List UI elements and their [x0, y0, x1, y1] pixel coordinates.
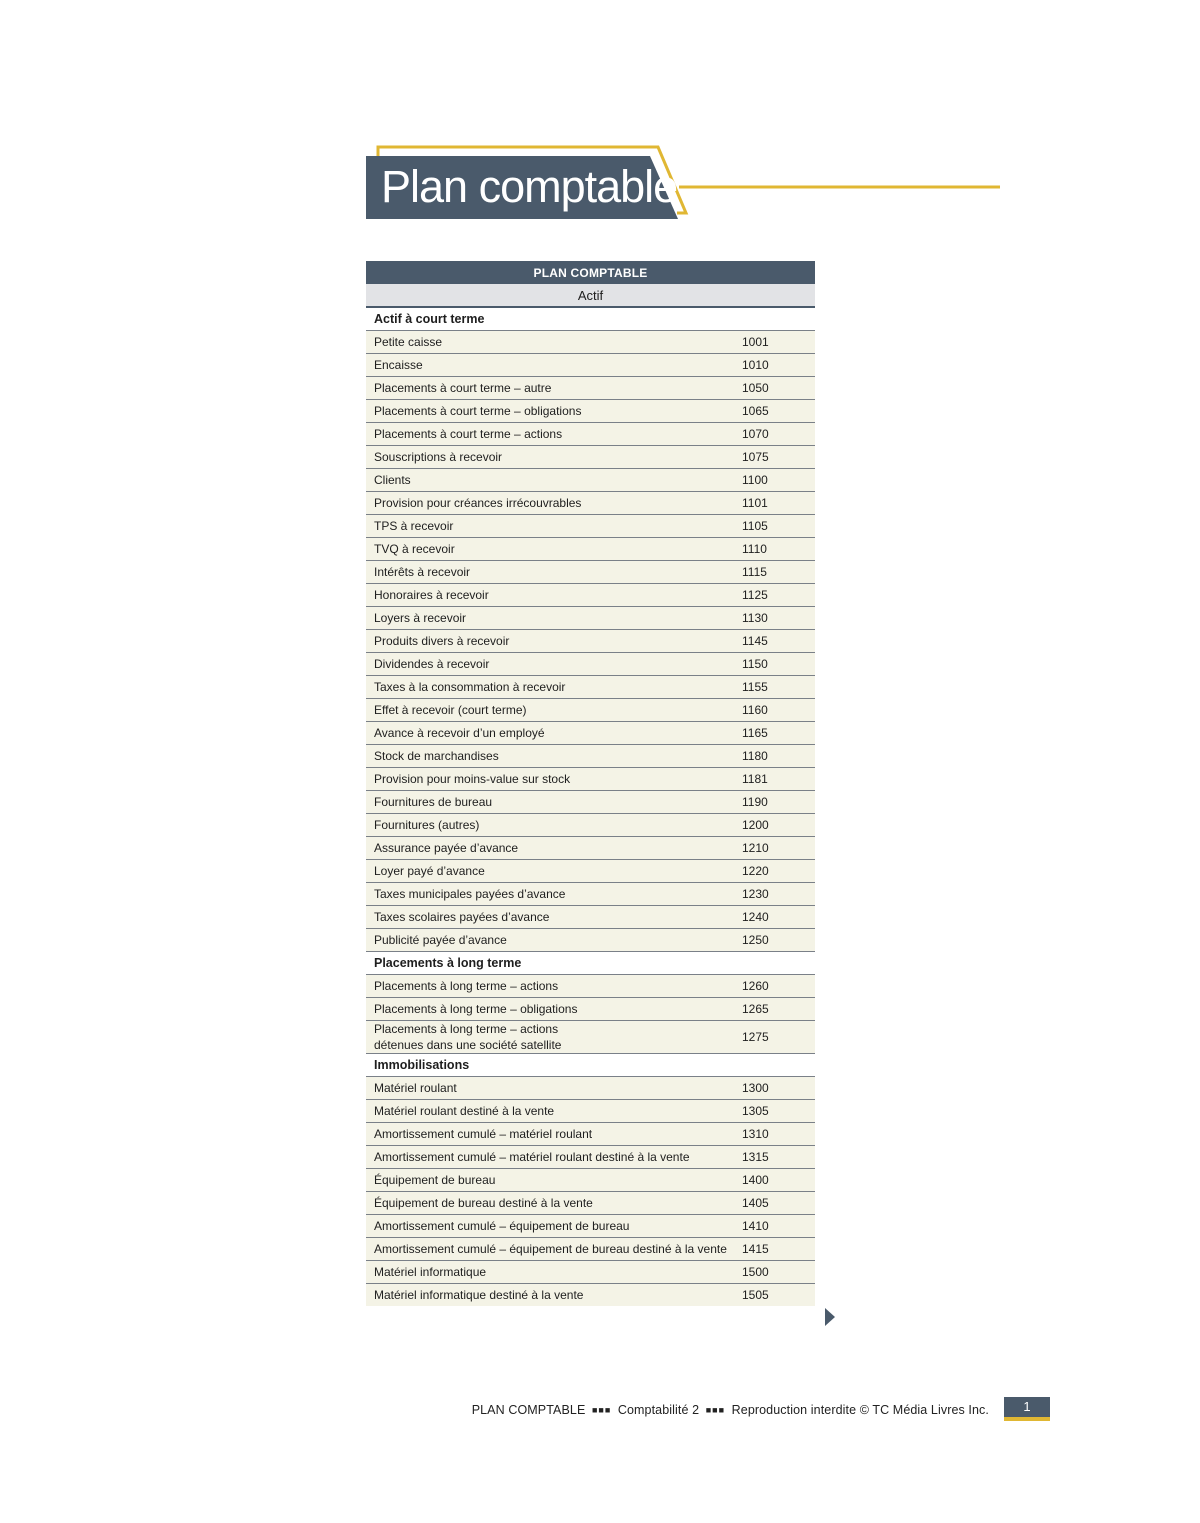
account-name-text: Amortissement cumulé – équipement de bureau destiné à la vente — [374, 1242, 727, 1256]
table-subheader-label: Actif — [366, 284, 815, 307]
account-code: 1310 — [738, 1123, 815, 1146]
account-name-text: Petite caisse — [374, 335, 443, 349]
section-heading — [366, 952, 815, 975]
account-code: 1250 — [738, 929, 815, 952]
section-title: Actif à court terme — [366, 307, 815, 331]
account-code: 1315 — [738, 1146, 815, 1169]
account-code: 1230 — [738, 883, 815, 906]
account-code: 1110 — [738, 538, 815, 561]
account-name-text: Produits divers à recevoir — [374, 634, 510, 648]
account-code: 1505 — [738, 1284, 815, 1307]
account-name — [366, 1169, 738, 1192]
account-code: 1305 — [738, 1100, 815, 1123]
table-row — [366, 515, 815, 538]
account-name-text: Taxes à la consommation à recevoir — [374, 680, 566, 694]
account-code: 1265 — [738, 998, 815, 1021]
chart-of-accounts-table — [366, 261, 815, 1306]
account-code: 1145 — [738, 630, 815, 653]
table-row — [366, 1169, 815, 1192]
account-code: 1240 — [738, 906, 815, 929]
table-row — [366, 653, 815, 676]
page-number-underline — [1004, 1417, 1050, 1421]
account-code: 1200 — [738, 814, 815, 837]
table-header-label: PLAN COMPTABLE — [366, 261, 815, 284]
account-name-text: Fournitures de bureau — [374, 795, 493, 809]
account-name — [366, 1146, 738, 1169]
table-row — [366, 768, 815, 791]
table-row — [366, 1146, 815, 1169]
account-name — [366, 584, 738, 607]
continue-arrow-icon — [824, 1308, 836, 1326]
table-row — [366, 607, 815, 630]
account-code: 1275 — [738, 1021, 815, 1054]
account-name-text: Encaisse — [374, 358, 423, 372]
account-name-text: Loyer payé d’avance — [374, 864, 485, 878]
table-row — [366, 860, 815, 883]
account-code: 1075 — [738, 446, 815, 469]
account-name-text: Intérêts à recevoir — [374, 565, 471, 579]
table-row — [366, 423, 815, 446]
account-name-text: Placements à court terme – actions — [374, 427, 563, 441]
table-row — [366, 1077, 815, 1100]
account-name-text: Provision pour moins-value sur stock — [374, 772, 571, 786]
table-row — [366, 1123, 815, 1146]
footer-book: Comptabilité 2 — [617, 1403, 700, 1417]
account-name — [366, 1192, 738, 1215]
account-name-text: Équipement de bureau destiné à la vente — [374, 1196, 593, 1210]
account-code: 1101 — [738, 492, 815, 515]
account-name — [366, 607, 738, 630]
section-heading — [366, 307, 815, 331]
account-name — [366, 1284, 738, 1307]
account-name-text: Amortissement cumulé – matériel roulant — [374, 1127, 593, 1141]
account-name-text: Amortissement cumulé – matériel roulant destiné à la vente — [374, 1150, 690, 1164]
account-name-text: Effet à recevoir (court terme) — [374, 703, 527, 717]
table-row — [366, 584, 815, 607]
account-code: 1210 — [738, 837, 815, 860]
table-row — [366, 998, 815, 1021]
account-code: 1410 — [738, 1215, 815, 1238]
footer-separator: ■■■ — [705, 1405, 726, 1415]
account-name-text: Souscriptions à recevoir — [374, 450, 503, 464]
table-row — [366, 699, 815, 722]
account-name — [366, 1100, 738, 1123]
account-name — [366, 998, 738, 1021]
table-row — [366, 883, 815, 906]
account-name-text: Clients — [374, 473, 411, 487]
account-name — [366, 423, 738, 446]
account-name — [366, 630, 738, 653]
table-row — [366, 630, 815, 653]
table-row — [366, 331, 815, 354]
table-row — [366, 1192, 815, 1215]
footer-title: PLAN COMPTABLE — [471, 1403, 586, 1417]
account-code: 1220 — [738, 860, 815, 883]
account-code: 1105 — [738, 515, 815, 538]
table-header — [366, 261, 815, 284]
account-name-text: Fournitures (autres) — [374, 818, 480, 832]
account-code: 1155 — [738, 676, 815, 699]
account-name-text: TVQ à recevoir — [374, 542, 455, 556]
account-name — [366, 492, 738, 515]
account-code: 1300 — [738, 1077, 815, 1100]
account-code: 1180 — [738, 745, 815, 768]
account-code: 1125 — [738, 584, 815, 607]
table-row — [366, 722, 815, 745]
account-name — [366, 699, 738, 722]
table-row — [366, 906, 815, 929]
account-name-text: Équipement de bureau — [374, 1173, 496, 1187]
table-row — [366, 561, 815, 584]
account-code: 1100 — [738, 469, 815, 492]
account-name-text: Matériel informatique destiné à la vente — [374, 1288, 584, 1302]
table-row — [366, 676, 815, 699]
account-name-text: Placements à long terme – actions — [374, 979, 559, 993]
table-row — [366, 446, 815, 469]
account-code: 1065 — [738, 400, 815, 423]
table-row — [366, 837, 815, 860]
account-name-text: Matériel roulant — [374, 1081, 457, 1095]
account-name-text: Honoraires à recevoir — [374, 588, 489, 602]
account-name — [366, 768, 738, 791]
table-row — [366, 377, 815, 400]
account-name — [366, 975, 738, 998]
account-name — [366, 837, 738, 860]
account-name — [366, 446, 738, 469]
table-subheader — [366, 284, 815, 307]
account-name — [366, 538, 738, 561]
account-code: 1181 — [738, 768, 815, 791]
table-row — [366, 538, 815, 561]
account-name-text: Taxes municipales payées d’avance — [374, 887, 566, 901]
account-name — [366, 561, 738, 584]
account-name — [366, 331, 738, 354]
account-name — [366, 1215, 738, 1238]
account-name — [366, 722, 738, 745]
account-name — [366, 860, 738, 883]
account-name-text: Stock de marchandises — [374, 749, 499, 763]
account-code: 1190 — [738, 791, 815, 814]
table-row — [366, 469, 815, 492]
account-name-text: Placements à long terme – obligations — [374, 1002, 578, 1016]
account-name — [366, 653, 738, 676]
account-code: 1010 — [738, 354, 815, 377]
section-title: Placements à long terme — [366, 952, 815, 975]
account-name-text: Matériel roulant destiné à la vente — [374, 1104, 555, 1118]
account-code: 1260 — [738, 975, 815, 998]
account-name — [366, 515, 738, 538]
account-name — [366, 814, 738, 837]
section-title: Immobilisations — [366, 1054, 815, 1077]
table-row — [366, 745, 815, 768]
section-heading — [366, 1054, 815, 1077]
account-name-text: Placements à court terme – obligations — [374, 404, 582, 418]
account-name-text: Dividendes à recevoir — [374, 657, 490, 671]
table-row — [366, 1284, 815, 1307]
footer-copyright: Reproduction interdite © TC Média Livres Inc. — [731, 1403, 989, 1417]
table-row — [366, 492, 815, 515]
account-name — [366, 906, 738, 929]
table-row — [366, 1021, 815, 1054]
account-code: 1160 — [738, 699, 815, 722]
account-name-text: Placements à long terme – actions — [374, 1022, 559, 1036]
account-name — [366, 1238, 738, 1261]
account-code: 1400 — [738, 1169, 815, 1192]
account-name — [366, 929, 738, 952]
page-title: Plan comptable — [381, 161, 678, 212]
table-row — [366, 791, 815, 814]
account-name-text: Loyers à recevoir — [374, 611, 467, 625]
account-code: 1050 — [738, 377, 815, 400]
account-name — [366, 883, 738, 906]
table-row — [366, 1215, 815, 1238]
account-name-text: Placements à court terme – autre — [374, 381, 552, 395]
account-name-text-line2: détenues dans une société satellite — [374, 1038, 562, 1052]
account-name — [366, 676, 738, 699]
account-code: 1130 — [738, 607, 815, 630]
table-row — [366, 1100, 815, 1123]
account-code: 1415 — [738, 1238, 815, 1261]
table-row — [366, 975, 815, 998]
account-name-text: Avance à recevoir d’un employé — [374, 726, 545, 740]
account-name — [366, 469, 738, 492]
table-row — [366, 814, 815, 837]
account-code: 1405 — [738, 1192, 815, 1215]
table-row — [366, 400, 815, 423]
account-name-text: TPS à recevoir — [374, 519, 454, 533]
account-name — [366, 400, 738, 423]
table-row — [366, 929, 815, 952]
account-name — [366, 1123, 738, 1146]
account-name-text: Publicité payée d’avance — [374, 933, 507, 947]
page-footer — [472, 1403, 989, 1417]
account-code: 1115 — [738, 561, 815, 584]
account-name-text: Assurance payée d’avance — [374, 841, 519, 855]
table-row — [366, 1261, 815, 1284]
page-number: 1 — [1004, 1397, 1050, 1417]
account-name-text: Provision pour créances irrécouvrables — [374, 496, 582, 510]
table-row — [366, 354, 815, 377]
account-code: 1150 — [738, 653, 815, 676]
account-code: 1500 — [738, 1261, 815, 1284]
account-name-text: Taxes scolaires payées d’avance — [374, 910, 550, 924]
account-name — [366, 791, 738, 814]
footer-separator: ■■■ — [591, 1405, 612, 1415]
account-code: 1165 — [738, 722, 815, 745]
account-name — [366, 1261, 738, 1284]
table-row — [366, 1238, 815, 1261]
account-name — [366, 377, 738, 400]
account-name — [366, 354, 738, 377]
account-name — [366, 745, 738, 768]
account-name-text: Amortissement cumulé – équipement de bureau — [374, 1219, 630, 1233]
account-name — [366, 1077, 738, 1100]
account-code: 1001 — [738, 331, 815, 354]
account-code: 1070 — [738, 423, 815, 446]
account-name — [366, 1021, 738, 1054]
account-name-text: Matériel informatique — [374, 1265, 487, 1279]
